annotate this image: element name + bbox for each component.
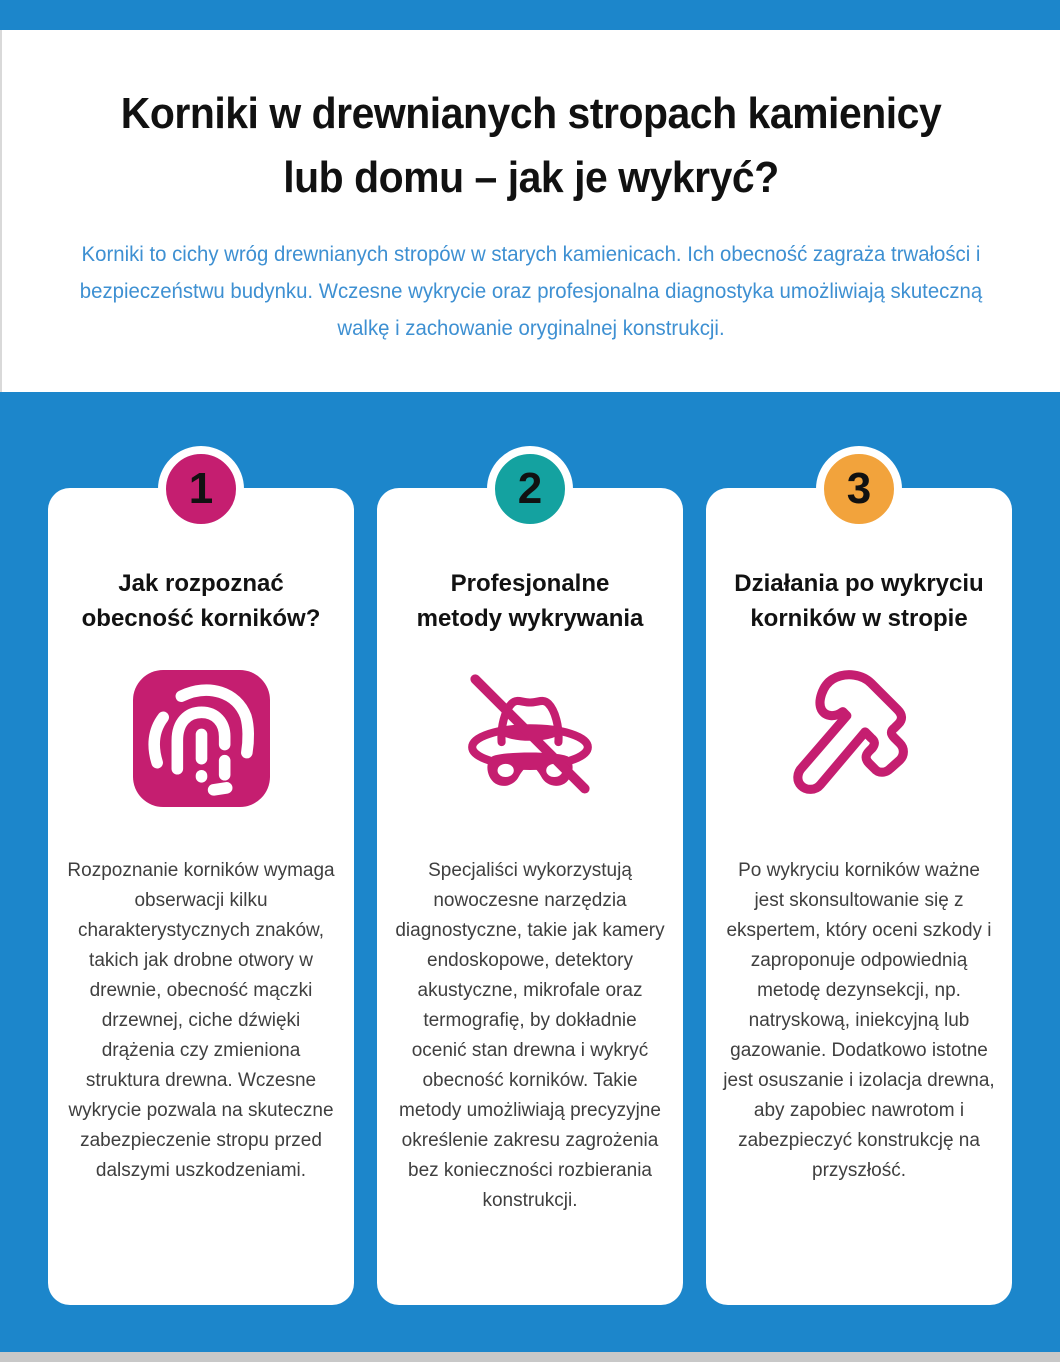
cards-section — [0, 392, 1060, 1362]
card-title: Działania po wykryciu korników w stropie — [734, 570, 984, 632]
card-actions — [706, 464, 1012, 1305]
card-title: Profesjonalne metody wykrywania — [416, 570, 644, 632]
badge-number: 1 — [188, 464, 214, 513]
cards-row — [0, 464, 1060, 1305]
top-accent-bar — [0, 0, 1060, 30]
header — [0, 30, 1060, 392]
footer-strip — [0, 1352, 1060, 1362]
card-title: Jak rozpoznać obecność korników? — [81, 570, 321, 632]
card-methods — [377, 464, 683, 1305]
card-body-text: Po wykryciu korników ważne jest skonsultowanie się z ekspertem, który oceni szkody i zaproponuje odpowiednią metodę dezynsekcji, np. natryskową, iniekcyjną lub gazowanie. Dodatkowo istotne jest osuszanie i izolacja drewna, aby zapobiec nawrotom i zabezpieczyć konstrukcję na przyszłość. — [723, 860, 995, 1181]
card-recognition — [48, 464, 354, 1305]
fingerprint-icon — [48, 668, 354, 808]
badge-number: 2 — [517, 464, 543, 513]
card-badge — [158, 446, 244, 532]
card-badge — [816, 446, 902, 532]
badge-number: 3 — [846, 464, 872, 513]
card-body-text: Rozpoznanie korników wymaga obserwacji kilku charakterystycznych znaków, takich jak drobne otwory w drewnie, obecność mączki drzewnej, ciche dźwięki drążenia czy zmieniona struktura drewna. Wczesne wykrycie pozwala na skuteczne zabezpieczenie stropu przed dalszymi uszkodzeniami. — [67, 860, 335, 1181]
card-badge — [487, 446, 573, 532]
page-title-line1: Korniki w drewnianych stropach kamienicy — [120, 89, 942, 138]
hammer-icon — [706, 668, 1012, 808]
spy-incognito-icon — [377, 668, 683, 808]
card-body-text: Specjaliści wykorzystują nowoczesne narzędzia diagnostyczne, takie jak kamery endoskopowe, detektory akustyczne, mikrofale oraz termografię, by dokładnie ocenić stan drewna i wykryć obecność korników. Takie metody umożliwiają precyzyjne określenie zakresu zagrożenia bez konieczności rozbierania konstrukcji. — [395, 860, 665, 1211]
page-title — [39, 30, 1023, 210]
page-title-line2: lub domu – jak je wykryć? — [283, 153, 779, 202]
page-subtitle: Korniki to cichy wróg drewnianych stropów w starych kamienicach. Ich obecność zagraża trwałości i bezpieczeństwu budynku. Wczesne wykrycie oraz profesjonalna diagnostyka umożliwiają skuteczną walkę i zachowanie oryginalnej konstrukcji. — [79, 243, 983, 340]
